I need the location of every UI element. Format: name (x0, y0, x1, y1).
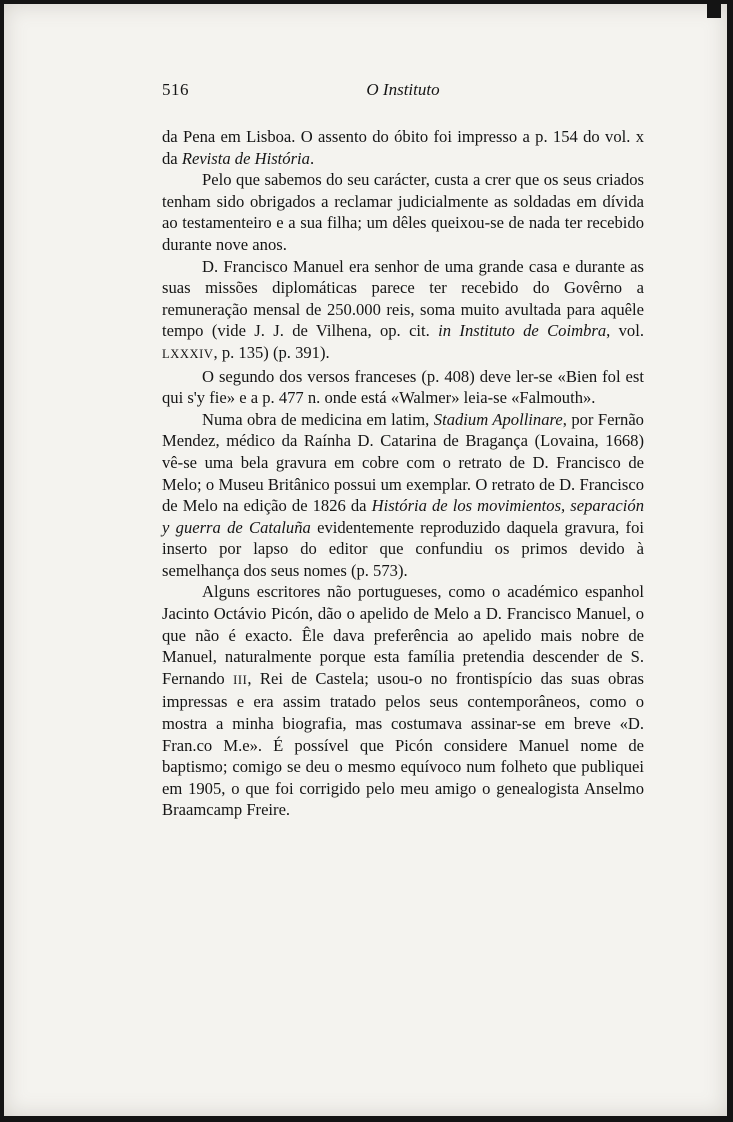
text-run: , p. 135) (p. 391). (213, 342, 330, 362)
page-number: 516 (162, 80, 189, 99)
italic-text: Revista de História (181, 148, 310, 168)
italic-text: in Instituto de Coimbra (438, 321, 607, 341)
italic-text: Stadium Apollinare (433, 409, 563, 429)
text-run: , Rei de Castela; usou-o no frontispício das suas obras impressas e era assim tratado pelos seus contemporâneos, como o mostra a minha biografia, mas costumava assinar-se em breve «D. Fran.co M.e». É possível que Picón considere Manuel nome de baptismo; comigo se deu o mesmo equívoco num folheto que publiquei em 1905, o que foi corrigido pelo meu amigo o genealogista Anselmo Braamcamp Freire. (162, 668, 644, 820)
body-text (162, 126, 644, 821)
text-run: da Pena em Lisboa. O assento do óbito foi impresso a p. 154 do vol. x da (162, 127, 644, 168)
paragraph (162, 409, 644, 582)
crop-mark (707, 4, 721, 18)
small-caps-text: LXXXIV (162, 346, 214, 361)
book-page (4, 4, 727, 1116)
paragraph (162, 256, 644, 366)
text-run: Pelo que sabemos do seu carácter, custa a crer que os seus criados tenham sido obrigados a reclamar judicialmente as soldadas em dívida ao testamenteiro e a sua filha; um dêles queixou-se de nada ter recebido durante nove anos. (162, 170, 644, 254)
running-title: O Instituto (366, 80, 440, 99)
text-run: evidentemente reproduzido daquela gravura, foi inserto por lapso do editor que confundiu os primos devido à semelhança dos seus nomes (p. 573). (162, 517, 644, 580)
text-run: . (309, 148, 315, 168)
text-run: Numa obra de medicina em latim, (202, 409, 434, 429)
text-run: , por Fernão Mendez, médico da Raínha D. Catarina de Bragança (Lovaina, 1668) vê-se uma bela gravura em cobre com o retrato de D. Francisco de Melo; o Museu Britânico possui um exemplar. O retrato de D. Francisco de Melo na edição de 1826 da (162, 409, 644, 516)
page-header (162, 80, 644, 102)
paragraph (162, 366, 644, 409)
small-caps-text: III (233, 672, 248, 687)
paragraph (162, 581, 644, 821)
text-run: O segundo dos versos franceses (p. 408) deve ler-se «Bien fol est qui s'y fie» e a p. 477 n. onde está «Walmer» leia-se «Falmouth». (162, 366, 644, 408)
text-run: D. Francisco Manuel era senhor de uma grande casa e durante as suas missões diplomáticas parece ter recebido do Govêrno a remuneração mensal de 250.000 reis, soma muito avultada para aquêle tempo (vide J. J. de Vilhena, op. cit. (162, 256, 644, 341)
paragraph (162, 126, 644, 169)
italic-text: História de los movimientos, separación y guerra de Cataluña (162, 496, 644, 537)
paragraph (162, 169, 644, 255)
text-run: , vol. (606, 321, 644, 341)
text-run: Alguns escritores não portugueses, como o académico espanhol Jacinto Octávio Picón, dão o apelido de Melo a D. Francisco Manuel, o que não é exacto. Êle dava preferência ao apelido mais nobre de Manuel, naturalmente porque esta família pretendia descender de S. Fernando (162, 582, 644, 688)
